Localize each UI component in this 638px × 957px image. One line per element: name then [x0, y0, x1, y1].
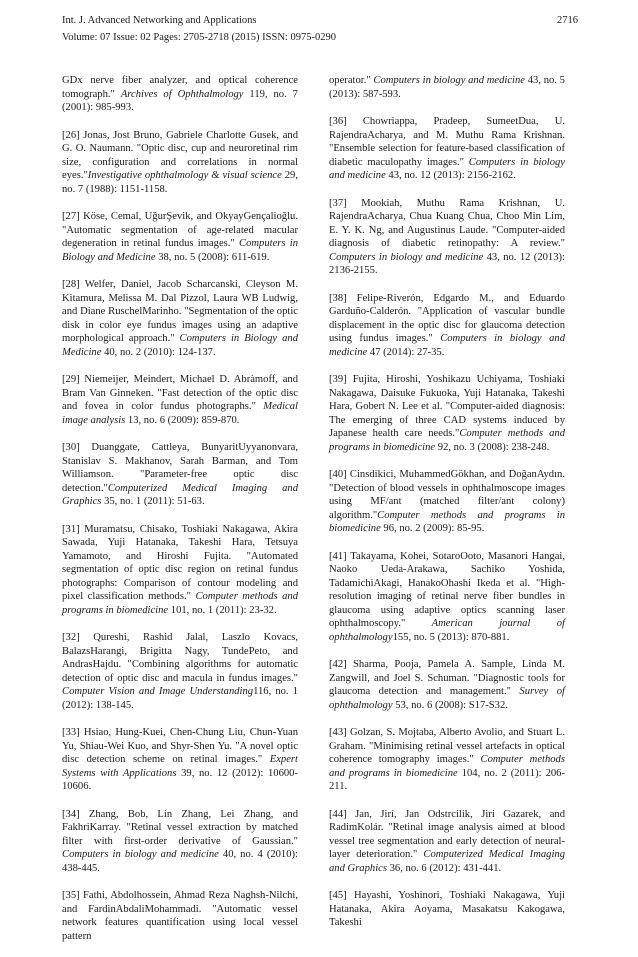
reference-entry: [26] Jonas, Jost Bruno, Gabriele Charlotte Gusek, and G. O. Naumann. "Optic disc, cup and neuroretinal rim size, configuration and correlations in normal eyes."Investigative ophthalmology & visual science 29, no. 7 (1988): 1151-1158. [62, 129, 298, 195]
reference-venue: Survey of ophthalmology [329, 686, 565, 711]
reference-entry: [27] Köse, Cemal, UğurŞevik, and OkyayGençalioğlu. "Automatic segmentation of age-related macular degeneration in retinal fundus images." Computers in Biology and Medicine 38, no. 5 (2008): 611-619. [62, 211, 298, 263]
reference-entry: [39] Fujita, Hiroshi, Yoshikazu Uchiyama, Toshiaki Nakagawa, Daisuke Fukuoka, Yuji Hatanaka, Takeshi Hara, Gobert N. Lee et al. "Computer-aided diagnosis: The emerging of three CAD systems induced by Japanese health care needs."Computer methods and programs in biomedicine 92, no. 3 (2008): 238-248. [329, 374, 565, 453]
reference-venue: Computers in biology and medicine [329, 156, 565, 181]
reference-entry: [42] Sharma, Pooja, Pamela A. Sample, Linda M. Zangwill, and Joel S. Schuman. "Diagnostic tools for glaucoma detection and management." Survey of ophthalmology 53, no. 6 (2008): S17-S32. [329, 659, 565, 711]
reference-venue: Computers in biology and medicine [329, 251, 484, 263]
reference-entry: [44] Jan, Jirí, Jan Odstrcilik, Jiri Gazarek, and RadimKolár. "Retinal image analysis aimed at blood vessel tree segmentation and early detection of neural-layer deterioration." Computerized Medical Imaging and Graphics 36, no. 6 (2012): 431-441. [329, 808, 565, 874]
reference-entry: [37] Mookiah, Muthu Rama Krishnan, U. RajendraAcharya, Chua Kuang Chua, Choo Min Lim, E. Y. K. Ng, and Augustinus Laude. "Computer-aided diagnosis of diabetic retinopathy: A review." Computers in biology and medicine 43, no. 12 (2013): 2136-2155. [329, 197, 565, 276]
reference-entry: [30] Duanggate, Cattleya, BunyaritUyyanonvara, Stanislav S. Makhanov, Sarah Barman, and Tom Williamson. "Parameter-free optic disc detection."Computerized Medical Imaging and Graphics 35, no. 1 (2011): 51-63. [62, 442, 298, 507]
reference-venue: Computer methods and programs in biomedicine [329, 428, 565, 453]
left-column [62, 74, 298, 957]
reference-venue: American journal of ophthalmology [329, 618, 565, 643]
page-number: 2716 [557, 15, 578, 26]
reference-entry: [35] Fathi, Abdolhossein, Ahmad Reza Naghsh-Nilchi, and FardinAbdaliMohammadi. "Automatic vessel network features quantification using local vessel pattern [62, 890, 298, 942]
reference-entry: [32] Qureshi, Rashid Jalal, Laszlo Kovacs, BalazsHarangi, Brigitta Nagy, TundePeto, and AndrasHajdu. "Combining algorithms for automatic detection of optic disc and macula in fundus images." Computer Vision and Image Understanding116, no. 1 (2012): 138-145. [62, 632, 299, 711]
reference-entry: [45] Hayashi, Yoshinori, Toshiaki Nakagawa, Yuji Hatanaka, Akira Aoyama, Masakatsu Kakogawa, Takeshi [329, 890, 565, 928]
reference-venue: Medical image analysis [62, 401, 298, 426]
reference-venue: Computer Vision and Image Understanding [62, 686, 254, 697]
right-column [329, 74, 565, 944]
reference-venue: Computer methods and programs in biomedicine [329, 754, 565, 779]
reference-venue: Computers in biology and medicine [329, 333, 565, 358]
reference-venue: Computers in Biology and Medicine [62, 238, 298, 263]
reference-entry: operator." Computers in biology and medicine 43, no. 5 (2013): 587-593. [329, 75, 565, 100]
reference-entry: [31] Muramatsu, Chisako, Toshiaki Nakagawa, Akira Sawada, Yuji Hatanaka, Takeshi Hara, Tetsuya Yamamoto, and Hiroshi Fujita. "Automated segmentation of optic disc region on retinal fundus photographs: Comparison of contour modeling and pixel classification methods." Computer methods and programs in biomedicine 101, no. 1 (2011): 23-32. [62, 523, 299, 616]
reference-venue: Archives of Ophthalmology [120, 88, 244, 100]
reference-entry: [33] Hsiao, Hung-Kuei, Chen-Chung Liu, Chun-Yuan Yu, Shiau-Wei Kuo, and Shyr-Shen Yu. "A novel optic disc detection scheme on retinal images." Expert Systems with Applications 39, no. 12 (2012): 10600-10606. [62, 727, 298, 792]
page-header [62, 12, 578, 46]
reference-entry: [38] Felipe-Riverón, Edgardo M., and Eduardo Garduño-Calderón. "Application of vascular bundle displacement in the optic disc for glaucoma detection using fundus images." Computers in biology and medicine 47 (2014): 27-35. [329, 292, 565, 358]
reference-venue: Investigative ophthalmology & visual science [87, 170, 282, 181]
reference-entry: [43] Golzan, S. Mojtaba, Alberto Avolio, and Stuart L. Graham. "Minimising retinal vessel artefacts in optical coherence tomography images." Computer methods and programs in biomedicine 104, no. 2 (2011): 206-211. [329, 727, 565, 792]
reference-venue: Computer methods and programs in biomedicine [329, 509, 565, 534]
reference-entry: [40] Cinsdikici, MuhammedGökhan, and DoğanAydın. "Detection of blood vessels in ophthalmoscope images using MF/ant (matched filter/ant colony) algorithm."Computer methods and programs in biomedicine 96, no. 2 (2009): 85-95. [329, 469, 565, 534]
reference-venue: Expert Systems with Applications [62, 754, 298, 779]
reference-venue: Computers in Biology and Medicine [62, 333, 298, 358]
reference-venue: Computer methods and programs in biomedicine [62, 591, 299, 616]
reference-venue: Computers in biology and medicine [62, 849, 219, 860]
journal-title: Int. J. Advanced Networking and Applications [62, 15, 257, 26]
reference-venue: Computerized Medical Imaging and Graphics [62, 482, 298, 507]
reference-entry: GDx nerve fiber analyzer, and optical coherence tomograph." Archives of Ophthalmology 119, no. 7 (2001): 985-993. [62, 75, 298, 113]
volume-line: Volume: 07 Issue: 02 Pages: 2705-2718 (2015) ISSN: 0975-0290 [62, 32, 336, 43]
reference-entry: [36] Chowriappa, Pradeep, SumeetDua, U. RajendraAcharya, and M. Muthu Rama Krishnan. "Ensemble selection for feature-based classification of diabetic maculopathy images." Computers in biology and medicine 43, no. 12 (2013): 2156-2162. [329, 116, 565, 181]
reference-entry: [34] Zhang, Bob, Lin Zhang, Lei Zhang, and FakhriKarray. "Retinal vessel extraction by matched filter with first-order derivative of Gaussian." Computers in biology and medicine 40, no. 4 (2010): 438-445. [62, 808, 298, 874]
reference-entry: [29] Niemeijer, Meindert, Michael D. Abràmoff, and Bram Van Ginneken. "Fast detection of the optic disc and fovea in color fundus photographs." Medical image analysis 13, no. 6 (2009): 859-870. [62, 374, 298, 426]
reference-entry: [28] Welfer, Daniel, Jacob Scharcanski, Cleyson M. Kitamura, Melissa M. Dal Pizzol, Laura WB Ludwig, and Diane RuschelMarinho. "Segmentation of the optic disk in color eye fundus images using an adaptive morphological approach." Computers in Biology and Medicine 40, no. 2 (2010): 124-137. [62, 279, 298, 358]
reference-entry: [41] Takayama, Kohei, SotaroOoto, Masanori Hangai, Naoko Ueda-Arakawa, Sachiko Yoshida, TadamichiAkagi, HanakoOhashi Ikeda et al. "High-resolution imaging of retinal nerve fiber bundles in glaucoma using adaptive optics scanning laser ophthalmoscopy." American journal of ophthalmology155, no. 5 (2013): 870-881. [329, 550, 565, 643]
reference-venue: Computers in biology and medicine [373, 75, 525, 86]
reference-venue: Computerized Medical Imaging and Graphics [329, 849, 565, 874]
